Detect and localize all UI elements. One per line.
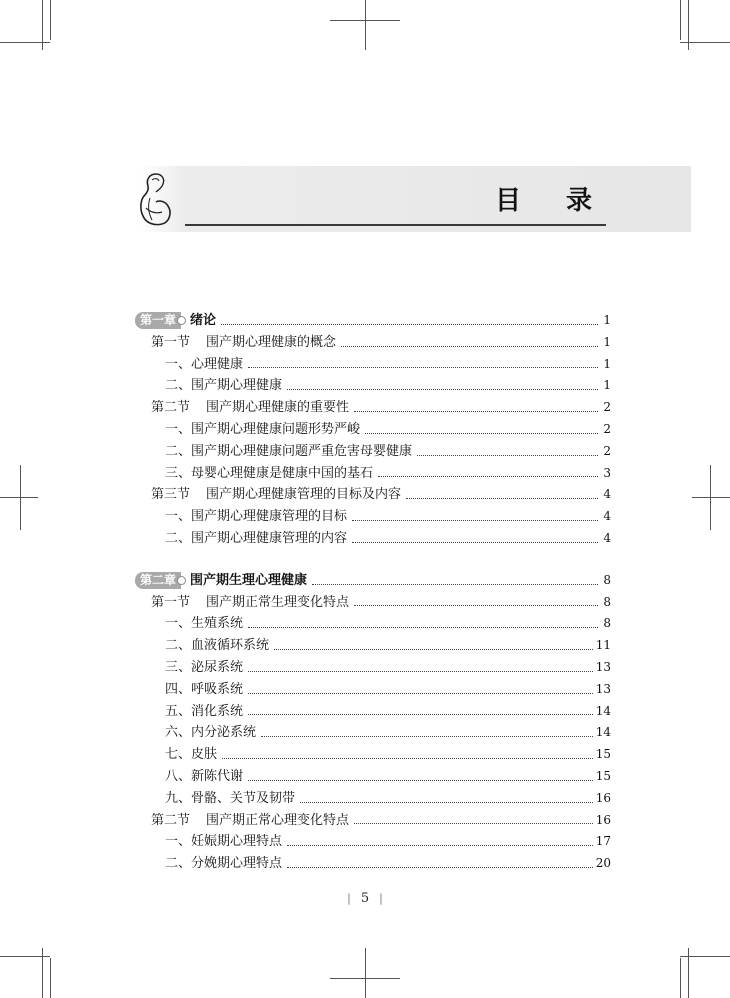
page-ref: 20 — [595, 856, 611, 871]
section-entry[interactable] — [135, 592, 611, 614]
page-ref: 16 — [595, 812, 611, 827]
page-ref: 16 — [595, 790, 611, 805]
pregnant-woman-icon — [132, 168, 178, 232]
dot-leader — [312, 583, 598, 585]
chapter-badge: 第二章 — [135, 572, 181, 589]
dot-leader — [248, 670, 593, 672]
subsection-title: 六、内分泌系统 — [165, 725, 257, 741]
subsection-entry[interactable] — [135, 722, 611, 744]
subsection-title: 四、呼吸系统 — [165, 681, 244, 697]
page-ref: 4 — [603, 530, 611, 545]
dot-leader — [248, 779, 593, 781]
subsection-entry[interactable] — [135, 375, 611, 397]
subsection-entry[interactable] — [135, 506, 611, 528]
subsection-title: 一、生殖系统 — [165, 616, 244, 632]
subsection-entry[interactable] — [135, 635, 611, 657]
subsection-entry[interactable] — [135, 613, 611, 635]
section-entry[interactable] — [135, 332, 611, 354]
page-ref: 2 — [603, 421, 611, 436]
dot-leader — [378, 475, 598, 477]
subsection-entry[interactable] — [135, 657, 611, 679]
chapter-badge-dot — [177, 316, 186, 325]
subsection-title: 二、血液循环系统 — [165, 638, 270, 654]
section-title: 围产期心理健康的概念 — [206, 334, 337, 350]
subsection-title: 九、骨骼、关节及韧带 — [165, 790, 296, 806]
subsection-title: 二、分娩期心理特点 — [165, 856, 283, 872]
subsection-title: 二、围产期心理健康 — [165, 378, 283, 394]
dot-leader — [248, 692, 593, 694]
section-number: 第二节 — [151, 400, 191, 416]
dot-leader — [300, 801, 593, 803]
subsection-title: 一、围产期心理健康管理的目标 — [165, 509, 348, 525]
subsection-title: 三、母婴心理健康是健康中国的基石 — [165, 465, 374, 481]
section-title: 围产期正常心理变化特点 — [206, 812, 350, 828]
subsection-entry[interactable] — [135, 853, 611, 875]
page-ref: 1 — [603, 334, 611, 349]
chapter-badge: 第一章 — [135, 312, 181, 329]
page-ref: 4 — [603, 487, 611, 502]
dot-leader — [287, 866, 593, 868]
footer-divider-right: | — [379, 892, 383, 905]
dot-leader — [248, 626, 598, 628]
subsection-entry[interactable] — [135, 744, 611, 766]
chapter-entry[interactable] — [135, 310, 611, 332]
section-number: 第二节 — [151, 812, 191, 828]
page-ref: 15 — [595, 768, 611, 783]
dot-leader — [248, 366, 598, 368]
section-entry[interactable] — [135, 484, 611, 506]
page-ref: 1 — [603, 356, 611, 371]
subsection-title: 一、妊娠期心理特点 — [165, 834, 283, 850]
page-footer — [0, 891, 730, 906]
footer-divider-left: | — [347, 892, 351, 905]
subsection-entry[interactable] — [135, 831, 611, 853]
dot-leader — [354, 604, 598, 606]
table-of-contents — [135, 310, 611, 895]
dot-leader — [417, 454, 598, 456]
page-ref: 3 — [603, 465, 611, 480]
page-ref: 1 — [603, 378, 611, 393]
chapter-entry[interactable] — [135, 570, 611, 592]
subsection-title: 七、皮肤 — [165, 747, 218, 763]
section-entry[interactable] — [135, 810, 611, 832]
page-number: 5 — [360, 891, 370, 906]
dot-leader — [352, 541, 598, 543]
dot-leader — [341, 345, 598, 347]
subsection-entry[interactable] — [135, 766, 611, 788]
dot-leader — [354, 410, 598, 412]
page-ref: 8 — [603, 572, 611, 587]
dot-leader — [221, 323, 598, 325]
subsection-entry[interactable] — [135, 419, 611, 441]
subsection-entry[interactable] — [135, 788, 611, 810]
subsection-title: 一、围产期心理健康问题形势严峻 — [165, 421, 361, 437]
chapter-badge-dot — [177, 576, 186, 585]
subsection-title: 三、泌尿系统 — [165, 659, 244, 675]
subsection-title: 五、消化系统 — [165, 703, 244, 719]
page-ref: 17 — [595, 834, 611, 849]
section-number: 第一节 — [151, 594, 191, 610]
dot-leader — [365, 432, 598, 434]
page-ref: 13 — [595, 659, 611, 674]
page-ref: 14 — [595, 725, 611, 740]
page-ref: 2 — [603, 443, 611, 458]
dot-leader — [287, 388, 598, 390]
subsection-title: 二、围产期心理健康问题严重危害母婴健康 — [165, 443, 413, 459]
subsection-title: 八、新陈代谢 — [165, 768, 244, 784]
page-ref: 13 — [595, 681, 611, 696]
section-title: 围产期心理健康管理的目标及内容 — [206, 487, 402, 503]
section-title: 围产期正常生理变化特点 — [206, 594, 350, 610]
page-ref: 14 — [595, 703, 611, 718]
dot-leader — [406, 497, 598, 499]
dot-leader — [261, 735, 593, 737]
subsection-entry[interactable] — [135, 354, 611, 376]
chapter-title: 绪论 — [190, 313, 217, 328]
dot-leader — [352, 519, 598, 521]
dot-leader — [222, 757, 593, 759]
page-ref: 1 — [603, 313, 611, 327]
chapter-block — [135, 310, 611, 550]
subsection-entry[interactable] — [135, 679, 611, 701]
page-ref: 11 — [595, 638, 611, 653]
chapter-title: 围产期生理心理健康 — [190, 572, 308, 588]
page-ref: 8 — [603, 616, 611, 631]
subsection-title: 一、心理健康 — [165, 356, 244, 372]
section-title: 围产期心理健康的重要性 — [206, 400, 350, 416]
page-ref: 15 — [595, 747, 611, 762]
section-entry[interactable] — [135, 397, 611, 419]
dot-leader — [287, 844, 593, 846]
subsection-title: 二、围产期心理健康管理的内容 — [165, 530, 348, 546]
subsection-entry[interactable] — [135, 441, 611, 463]
section-number: 第三节 — [151, 487, 191, 503]
dot-leader — [274, 648, 593, 650]
subsection-entry[interactable] — [135, 463, 611, 485]
header-rule — [185, 224, 606, 226]
page-ref: 8 — [603, 594, 611, 609]
dot-leader — [248, 713, 593, 715]
chapter-block — [135, 570, 611, 875]
page-title: 目 录 — [494, 186, 610, 216]
page-ref: 4 — [603, 509, 611, 524]
page-ref: 2 — [603, 400, 611, 415]
section-number: 第一节 — [151, 334, 191, 350]
dot-leader — [354, 822, 593, 824]
subsection-entry[interactable] — [135, 701, 611, 723]
subsection-entry[interactable] — [135, 528, 611, 550]
